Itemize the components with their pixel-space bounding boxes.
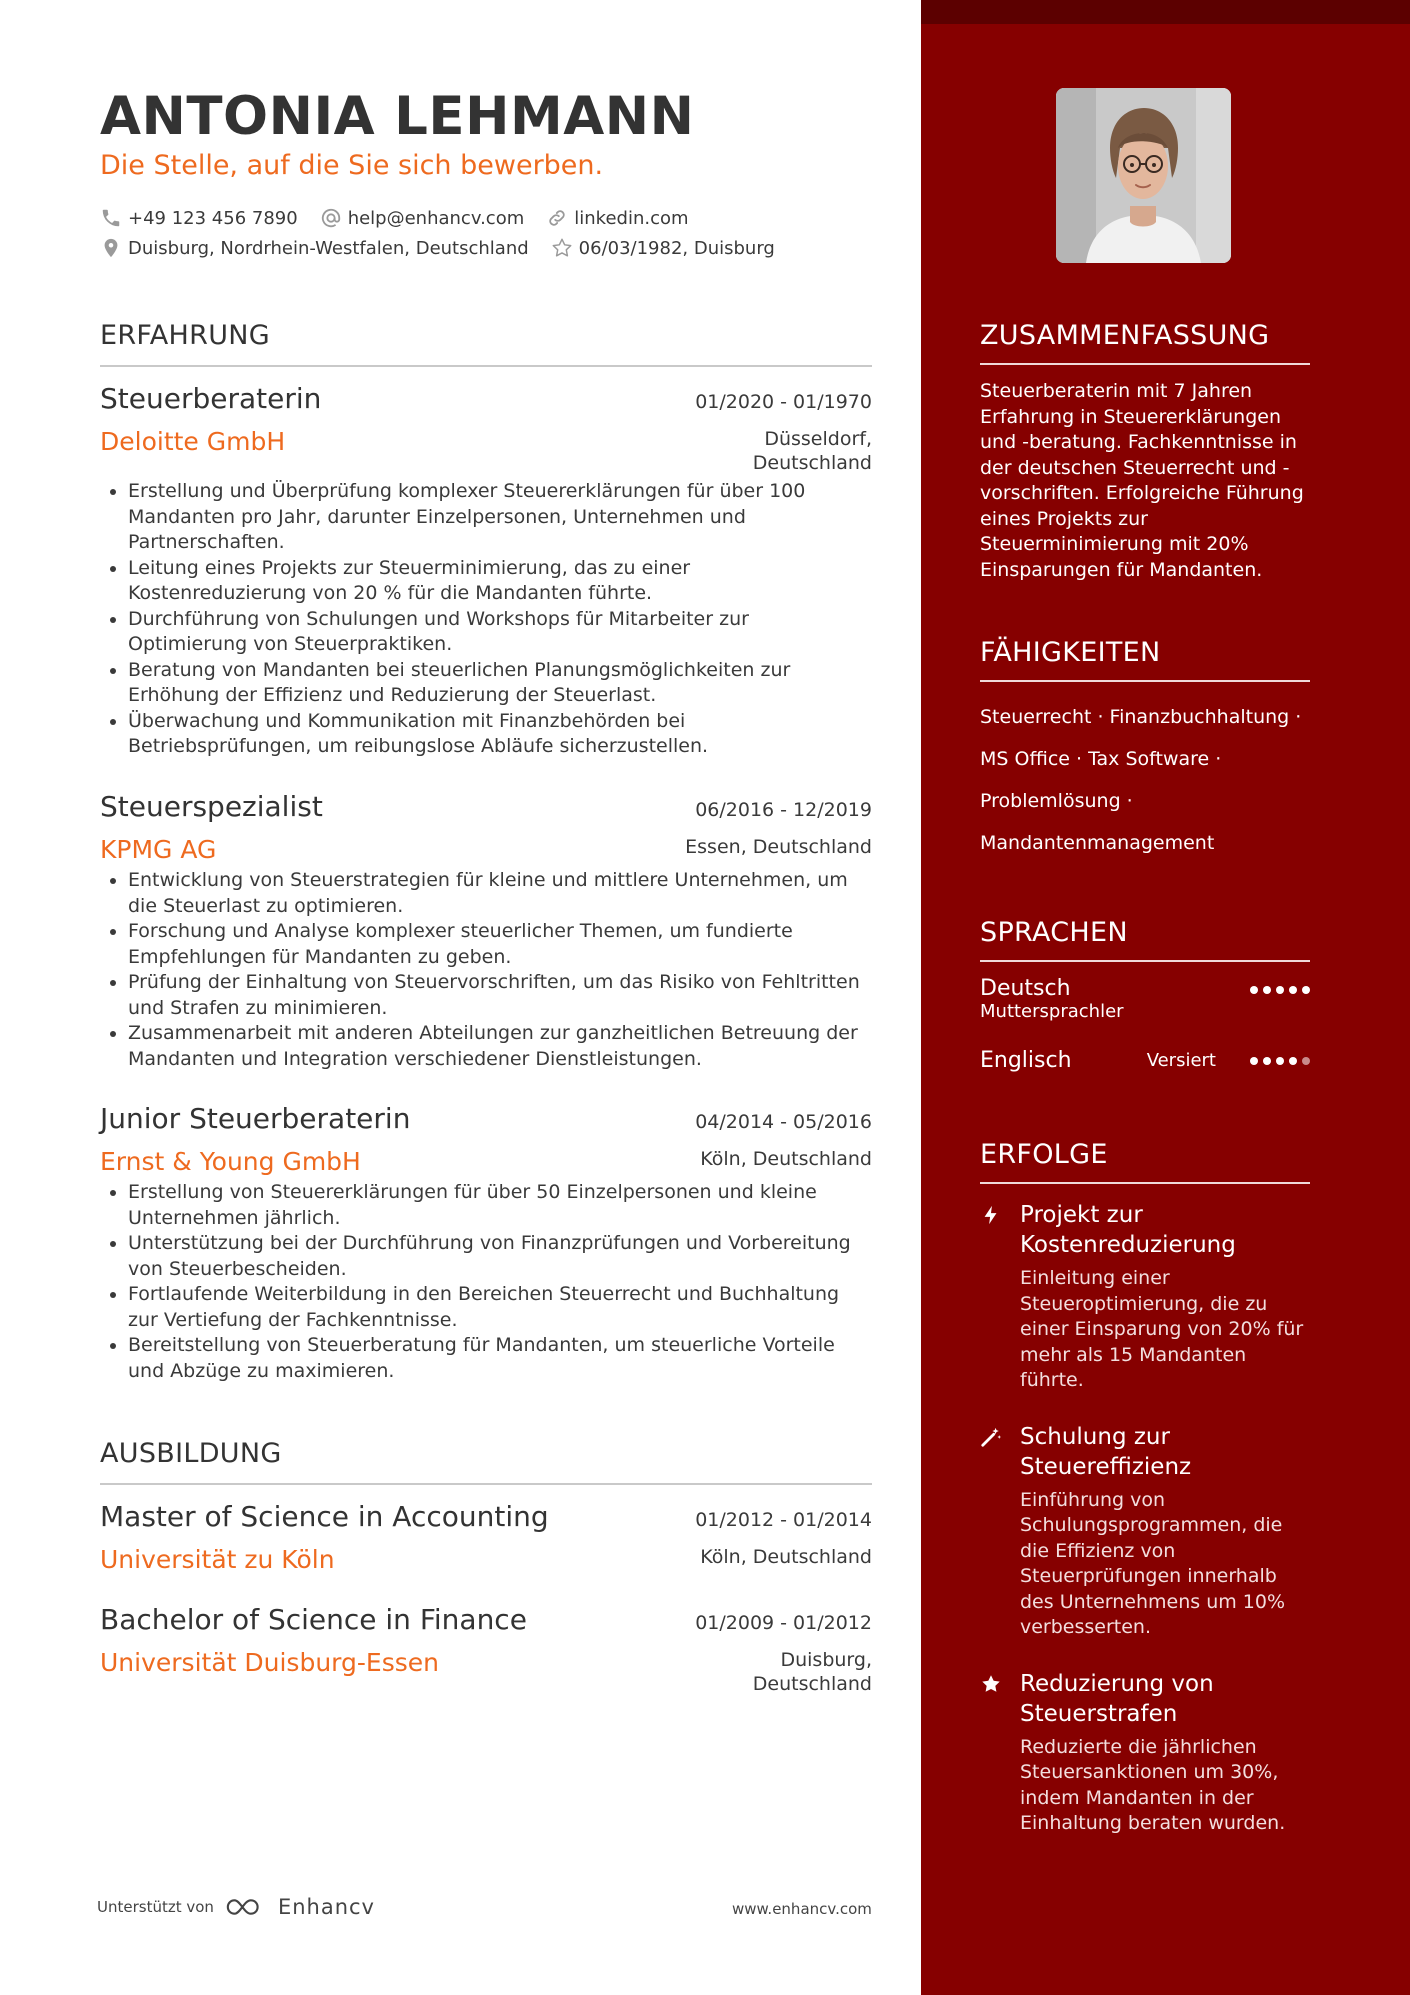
enhancv-logo-icon bbox=[224, 1895, 272, 1919]
degree-title: Master of Science in Accounting bbox=[100, 1500, 549, 1533]
achievement-item bbox=[980, 1422, 1310, 1641]
skill-line: Mandantenmanagement bbox=[980, 832, 1215, 854]
phone-icon bbox=[100, 207, 122, 229]
language-item bbox=[980, 1048, 1310, 1073]
education-location: Duisburg, Deutschland bbox=[752, 1649, 872, 1695]
job-location: Essen, Deutschland bbox=[685, 836, 872, 858]
job-entry bbox=[100, 382, 872, 760]
language-name: Deutsch bbox=[980, 976, 1071, 1001]
rating-dot bbox=[1263, 1057, 1271, 1065]
education-entry bbox=[100, 1603, 872, 1696]
job-bullets bbox=[100, 479, 872, 760]
language-rating bbox=[1250, 986, 1310, 994]
job-bullet: Leitung eines Projekts zur Steuerminimierung, das zu einer Kostenreduzierung von 20 % für die Mandanten führte. bbox=[100, 556, 872, 607]
contact-info bbox=[100, 203, 797, 263]
languages-section bbox=[980, 917, 1310, 1073]
summary-text: Steuerberaterin mit 7 Jahren Erfahrung in Steuererklärungen und -beratung. Fachkenntnisse in der deutschen Steuerrecht und -vorschriften. Erfolgreiche Führung eines Projekts zur Steuerminimierung mit 20% Einsparungen für Mandanten. bbox=[980, 380, 1304, 581]
job-company: Deloitte GmbH bbox=[100, 427, 286, 456]
school-name: Universität zu Köln bbox=[100, 1545, 335, 1574]
skills-title: FÄHIGKEITEN bbox=[980, 637, 1310, 682]
at-icon bbox=[320, 207, 342, 229]
job-bullet: Entwicklung von Steuerstrategien für kleine und mittlere Unternehmen, um die Steuerlast zu optimieren. bbox=[100, 868, 872, 919]
enhancv-brand: Enhancv bbox=[277, 1895, 375, 1919]
achievement-title: Schulung zur Steuereffizienz bbox=[1020, 1423, 1192, 1480]
skills-list bbox=[980, 696, 1310, 864]
job-bullets bbox=[100, 868, 872, 1072]
job-bullet: Forschung und Analyse komplexer steuerlicher Themen, um fundierte Empfehlungen für Mandanten zu geben. bbox=[100, 919, 872, 970]
job-title: Steuerspezialist bbox=[100, 790, 323, 823]
job-bullet: Bereitstellung von Steuerberatung für Mandanten, um steuerliche Vorteile und Abzüge zu maximieren. bbox=[100, 1333, 872, 1384]
language-name: Englisch bbox=[980, 1048, 1072, 1073]
portrait-image bbox=[1056, 88, 1231, 263]
rating-dot bbox=[1276, 1057, 1284, 1065]
language-level: Muttersprachler bbox=[980, 1001, 1124, 1022]
location-text: Duisburg, Nordrhein-Westfalen, Deutschland bbox=[128, 237, 529, 259]
phone-text: +49 123 456 7890 bbox=[128, 207, 298, 229]
rating-dot bbox=[1250, 1057, 1258, 1065]
summary-section bbox=[980, 320, 1310, 583]
job-date: 06/2016 - 12/2019 bbox=[695, 799, 872, 821]
job-bullet: Beratung von Mandanten bei steuerlichen Planungsmöglichkeiten zur Erhöhung der Effizienz und Reduzierung der Steuerlast. bbox=[100, 658, 872, 709]
degree-title: Bachelor of Science in Finance bbox=[100, 1603, 527, 1636]
job-date: 01/2020 - 01/1970 bbox=[695, 391, 872, 413]
job-company: Ernst & Young GmbH bbox=[100, 1147, 361, 1176]
job-bullet: Prüfung der Einhaltung von Steuervorschriften, um das Risiko von Fehltritten und Strafen zu minimieren. bbox=[100, 970, 872, 1021]
achievements-title: ERFOLGE bbox=[980, 1139, 1310, 1184]
contact-phone[interactable] bbox=[100, 207, 298, 229]
footer-url[interactable]: www.enhancv.com bbox=[732, 1900, 872, 1918]
achievement-desc: Reduzierte die jährlichen Steuersanktionen um 30%, indem Mandanten in der Einhaltung beraten wurden. bbox=[1020, 1735, 1286, 1834]
powered-by-text: Unterstützt von bbox=[97, 1898, 214, 1916]
contact-birth bbox=[551, 237, 775, 259]
job-title: Junior Steuerberaterin bbox=[100, 1102, 411, 1135]
candidate-name: ANTONIA LEHMANN bbox=[100, 86, 695, 147]
rating-dot bbox=[1289, 1057, 1297, 1065]
job-entry bbox=[100, 790, 872, 1072]
language-rating bbox=[1250, 1057, 1310, 1065]
job-bullet: Überwachung und Kommunikation mit Finanzbehörden bei Betriebsprüfungen, um reibungslose Abläufe sicherzustellen. bbox=[100, 709, 872, 760]
candidate-role: Die Stelle, auf die Sie sich bewerben. bbox=[100, 150, 604, 181]
star-icon bbox=[980, 1673, 1002, 1695]
job-entry bbox=[100, 1102, 872, 1384]
sidebar bbox=[921, 0, 1410, 1995]
education-section-title: AUSBILDUNG bbox=[100, 1438, 872, 1485]
skill-line: Steuerrecht · Finanzbuchhaltung · bbox=[980, 706, 1302, 728]
skill-line: MS Office · Tax Software · bbox=[980, 748, 1222, 770]
lightning-icon bbox=[980, 1204, 1002, 1226]
experience-section-title: ERFAHRUNG bbox=[100, 320, 872, 367]
sidebar-top-bar bbox=[921, 0, 1410, 24]
rating-dot bbox=[1263, 986, 1271, 994]
email-text: help@enhancv.com bbox=[347, 207, 525, 229]
school-name: Universität Duisburg-Essen bbox=[100, 1648, 439, 1677]
contact-email[interactable] bbox=[320, 207, 525, 229]
rating-dot bbox=[1289, 986, 1297, 994]
achievements-section bbox=[980, 1139, 1310, 1837]
rating-dot bbox=[1302, 986, 1310, 994]
achievement-title: Projekt zur Kostenreduzierung bbox=[1020, 1202, 1236, 1258]
job-bullet: Unterstützung bei der Durchführung von Finanzprüfungen und Vorbereitung von Steuerbescheiden. bbox=[100, 1231, 872, 1282]
job-bullet: Erstellung von Steuererklärungen für über 50 Einzelpersonen und kleine Unternehmen jährlich. bbox=[100, 1180, 872, 1231]
job-date: 04/2014 - 05/2016 bbox=[695, 1111, 872, 1133]
linkedin-text: linkedin.com bbox=[574, 207, 689, 229]
achievement-desc: Einführung von Schulungsprogrammen, die die Effizienz von Steuerprüfungen innerhalb des Unternehmens um 10% verbesserten. bbox=[1020, 1488, 1286, 1638]
job-bullet: Fortlaufende Weiterbildung in den Bereichen Steuerrecht und Buchhaltung zur Vertiefung der Fachkenntnisse. bbox=[100, 1282, 872, 1333]
education-location: Köln, Deutschland bbox=[700, 1546, 872, 1568]
education-date: 01/2012 - 01/2014 bbox=[695, 1509, 872, 1531]
job-bullet: Erstellung und Überprüfung komplexer Steuererklärungen für über 100 Mandanten pro Jahr, darunter Einzelpersonen, Unternehmen und Partnerschaften. bbox=[100, 479, 872, 556]
rating-dot bbox=[1250, 986, 1258, 994]
profile-photo bbox=[1056, 88, 1231, 263]
footer-powered-by[interactable] bbox=[97, 1895, 375, 1919]
job-bullet: Zusammenarbeit mit anderen Abteilungen zur ganzheitlichen Betreuung der Mandanten und Integration verschiedener Dienstleistungen. bbox=[100, 1021, 872, 1072]
achievement-item bbox=[980, 1200, 1310, 1394]
star-outline-icon bbox=[551, 237, 573, 259]
achievement-title: Reduzierung von Steuerstrafen bbox=[1020, 1670, 1214, 1727]
job-location: Düsseldorf, Deutschland bbox=[752, 428, 872, 474]
link-icon bbox=[546, 207, 568, 229]
skills-section bbox=[980, 637, 1310, 864]
job-location: Köln, Deutschland bbox=[700, 1148, 872, 1170]
summary-title: ZUSAMMENFASSUNG bbox=[980, 320, 1310, 365]
job-bullet: Durchführung von Schulungen und Workshops für Mitarbeiter zur Optimierung von Steuerpraktiken. bbox=[100, 607, 872, 658]
achievement-item bbox=[980, 1669, 1310, 1837]
contact-location bbox=[100, 237, 529, 259]
skill-line: Problemlösung · bbox=[980, 790, 1133, 812]
birth-text: 06/03/1982, Duisburg bbox=[578, 237, 775, 259]
achievement-desc: Einleitung einer Steueroptimierung, die zu einer Einsparung von 20% für mehr als 15 Mandanten führte. bbox=[1020, 1267, 1304, 1391]
rating-dot bbox=[1302, 1057, 1310, 1065]
job-bullets bbox=[100, 1180, 872, 1384]
education-date: 01/2009 - 01/2012 bbox=[695, 1612, 872, 1634]
rating-dot bbox=[1276, 986, 1284, 994]
education-entry bbox=[100, 1500, 872, 1574]
location-pin-icon bbox=[100, 237, 122, 259]
job-company: KPMG AG bbox=[100, 835, 217, 864]
languages-title: SPRACHEN bbox=[980, 917, 1310, 962]
wand-icon bbox=[980, 1426, 1002, 1448]
contact-linkedin[interactable] bbox=[546, 207, 688, 229]
language-item bbox=[980, 976, 1310, 1022]
job-title: Steuerberaterin bbox=[100, 382, 322, 415]
language-level: Versiert bbox=[1146, 1050, 1216, 1071]
